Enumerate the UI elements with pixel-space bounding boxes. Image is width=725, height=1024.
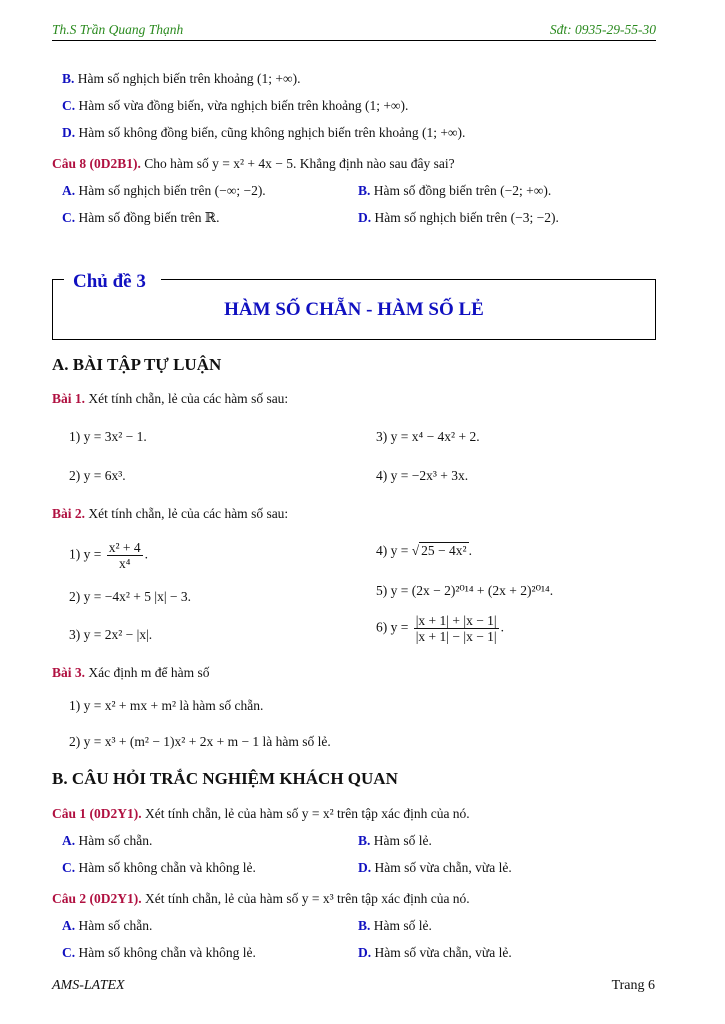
- cau1-option-b: B. Hàm số lẻ.: [358, 833, 432, 848]
- topic-title: HÀM SỐ CHẴN - HÀM SỐ LẺ: [224, 299, 484, 320]
- cau2-option-b: B. Hàm số lẻ.: [358, 918, 432, 933]
- cau8-option-b: B. Hàm số đồng biến trên (−2; +∞).: [358, 183, 552, 198]
- question-cau8: Câu 8 (0D2B1). Cho hàm số y = x² + 4x − 5. Khẳng định nào sau đây sai?: [52, 156, 455, 171]
- cau8-option-a: A. Hàm số nghịch biến trên (−∞; −2).: [62, 183, 266, 198]
- bai2-item-1: 1) y = $\frac{\text{x² + 4}}{\text{x⁴}}$ .: [69, 540, 149, 571]
- bai2-item-2: 2) y = −4x² + 5 |x| − 3.: [69, 589, 192, 604]
- page-number: Trang 6: [611, 978, 655, 993]
- bai1-prompt: Bài 1. Xét tính chẵn, lẻ của các hàm số sau:: [52, 391, 289, 406]
- question-cau2: Câu 2 (0D2Y1). Xét tính chẵn, lẻ của hàm số y = x³ trên tập xác định của nó.: [52, 891, 470, 906]
- bai1-item-4: 4) y = −2x³ + 3x.: [376, 468, 469, 483]
- cau2-option-a: A. Hàm số chẵn.: [62, 918, 153, 933]
- question-cau1: Câu 1 (0D2Y1). Xét tính chẵn, lẻ của hàm số y = x² trên tập xác định của nó.: [52, 806, 470, 821]
- section-a-heading: A. BÀI TẬP TỰ LUẬN: [52, 355, 222, 374]
- cau1-option-a: A. Hàm số chẵn.: [62, 833, 153, 848]
- option-c: C. Hàm số vừa đồng biến, vừa nghịch biến trên khoảng (1; +∞).: [62, 98, 409, 113]
- bai2-prompt: Bài 2. Xét tính chẵn, lẻ của các hàm số sau:: [52, 506, 289, 521]
- topic-label: Chủ đề 3: [73, 271, 146, 292]
- option-d: D. Hàm số không đồng biến, cũng không nghịch biến trên khoảng (1; +∞).: [62, 125, 466, 140]
- bai2-item-6: 6) y = $\frac{|x + 1| + |x - 1|}{|x + 1| - |x - 1|}$ .: [376, 613, 505, 644]
- footer-latex-logo: AMS-LATEX: [52, 978, 125, 993]
- cau2-option-d: D. Hàm số vừa chẵn, vừa lẻ.: [358, 945, 512, 960]
- cau8-option-d: D. Hàm số nghịch biến trên (−3; −2).: [358, 210, 559, 225]
- bai3-item-1: 1) y = x² + mx + m² là hàm số chẵn.: [69, 698, 264, 713]
- option-b: B. Hàm số nghịch biến trên khoảng (1; +∞).: [62, 71, 301, 86]
- bai2-item-3: 3) y = 2x² − |x|.: [69, 627, 153, 642]
- author-name: Th.S Trần Quang Thạnh: [52, 22, 184, 37]
- cau1-option-c: C. Hàm số không chẵn và không lẻ.: [62, 860, 256, 875]
- phone-number: Sđt: 0935-29-55-30: [549, 22, 656, 37]
- bai3-prompt: Bài 3. Xác định m để hàm số: [52, 665, 210, 680]
- bai1-item-2: 2) y = 6x³.: [69, 468, 126, 483]
- bai1-item-1: 1) y = 3x² − 1.: [69, 429, 147, 444]
- cau2-option-c: C. Hàm số không chẵn và không lẻ.: [62, 945, 256, 960]
- section-b-heading: B. CÂU HỎI TRẮC NGHIỆM KHÁCH QUAN: [52, 769, 398, 788]
- bai1-item-3: 3) y = x⁴ − 4x² + 2.: [376, 429, 480, 444]
- cau1-option-d: D. Hàm số vừa chẵn, vừa lẻ.: [358, 860, 512, 875]
- page-header: [52, 22, 656, 41]
- bai2-item-5: 5) y = (2x − 2)²⁰¹⁴ + (2x + 2)²⁰¹⁴.: [376, 583, 554, 598]
- bai2-item-4: 4) y = √ 25 − 4x² .: [376, 543, 472, 558]
- cau8-option-c: C. Hàm số đồng biến trên ℝ.: [62, 210, 220, 225]
- bai3-item-2: 2) y = x³ + (m² − 1)x² + 2x + m − 1 là hàm số lẻ.: [69, 734, 331, 749]
